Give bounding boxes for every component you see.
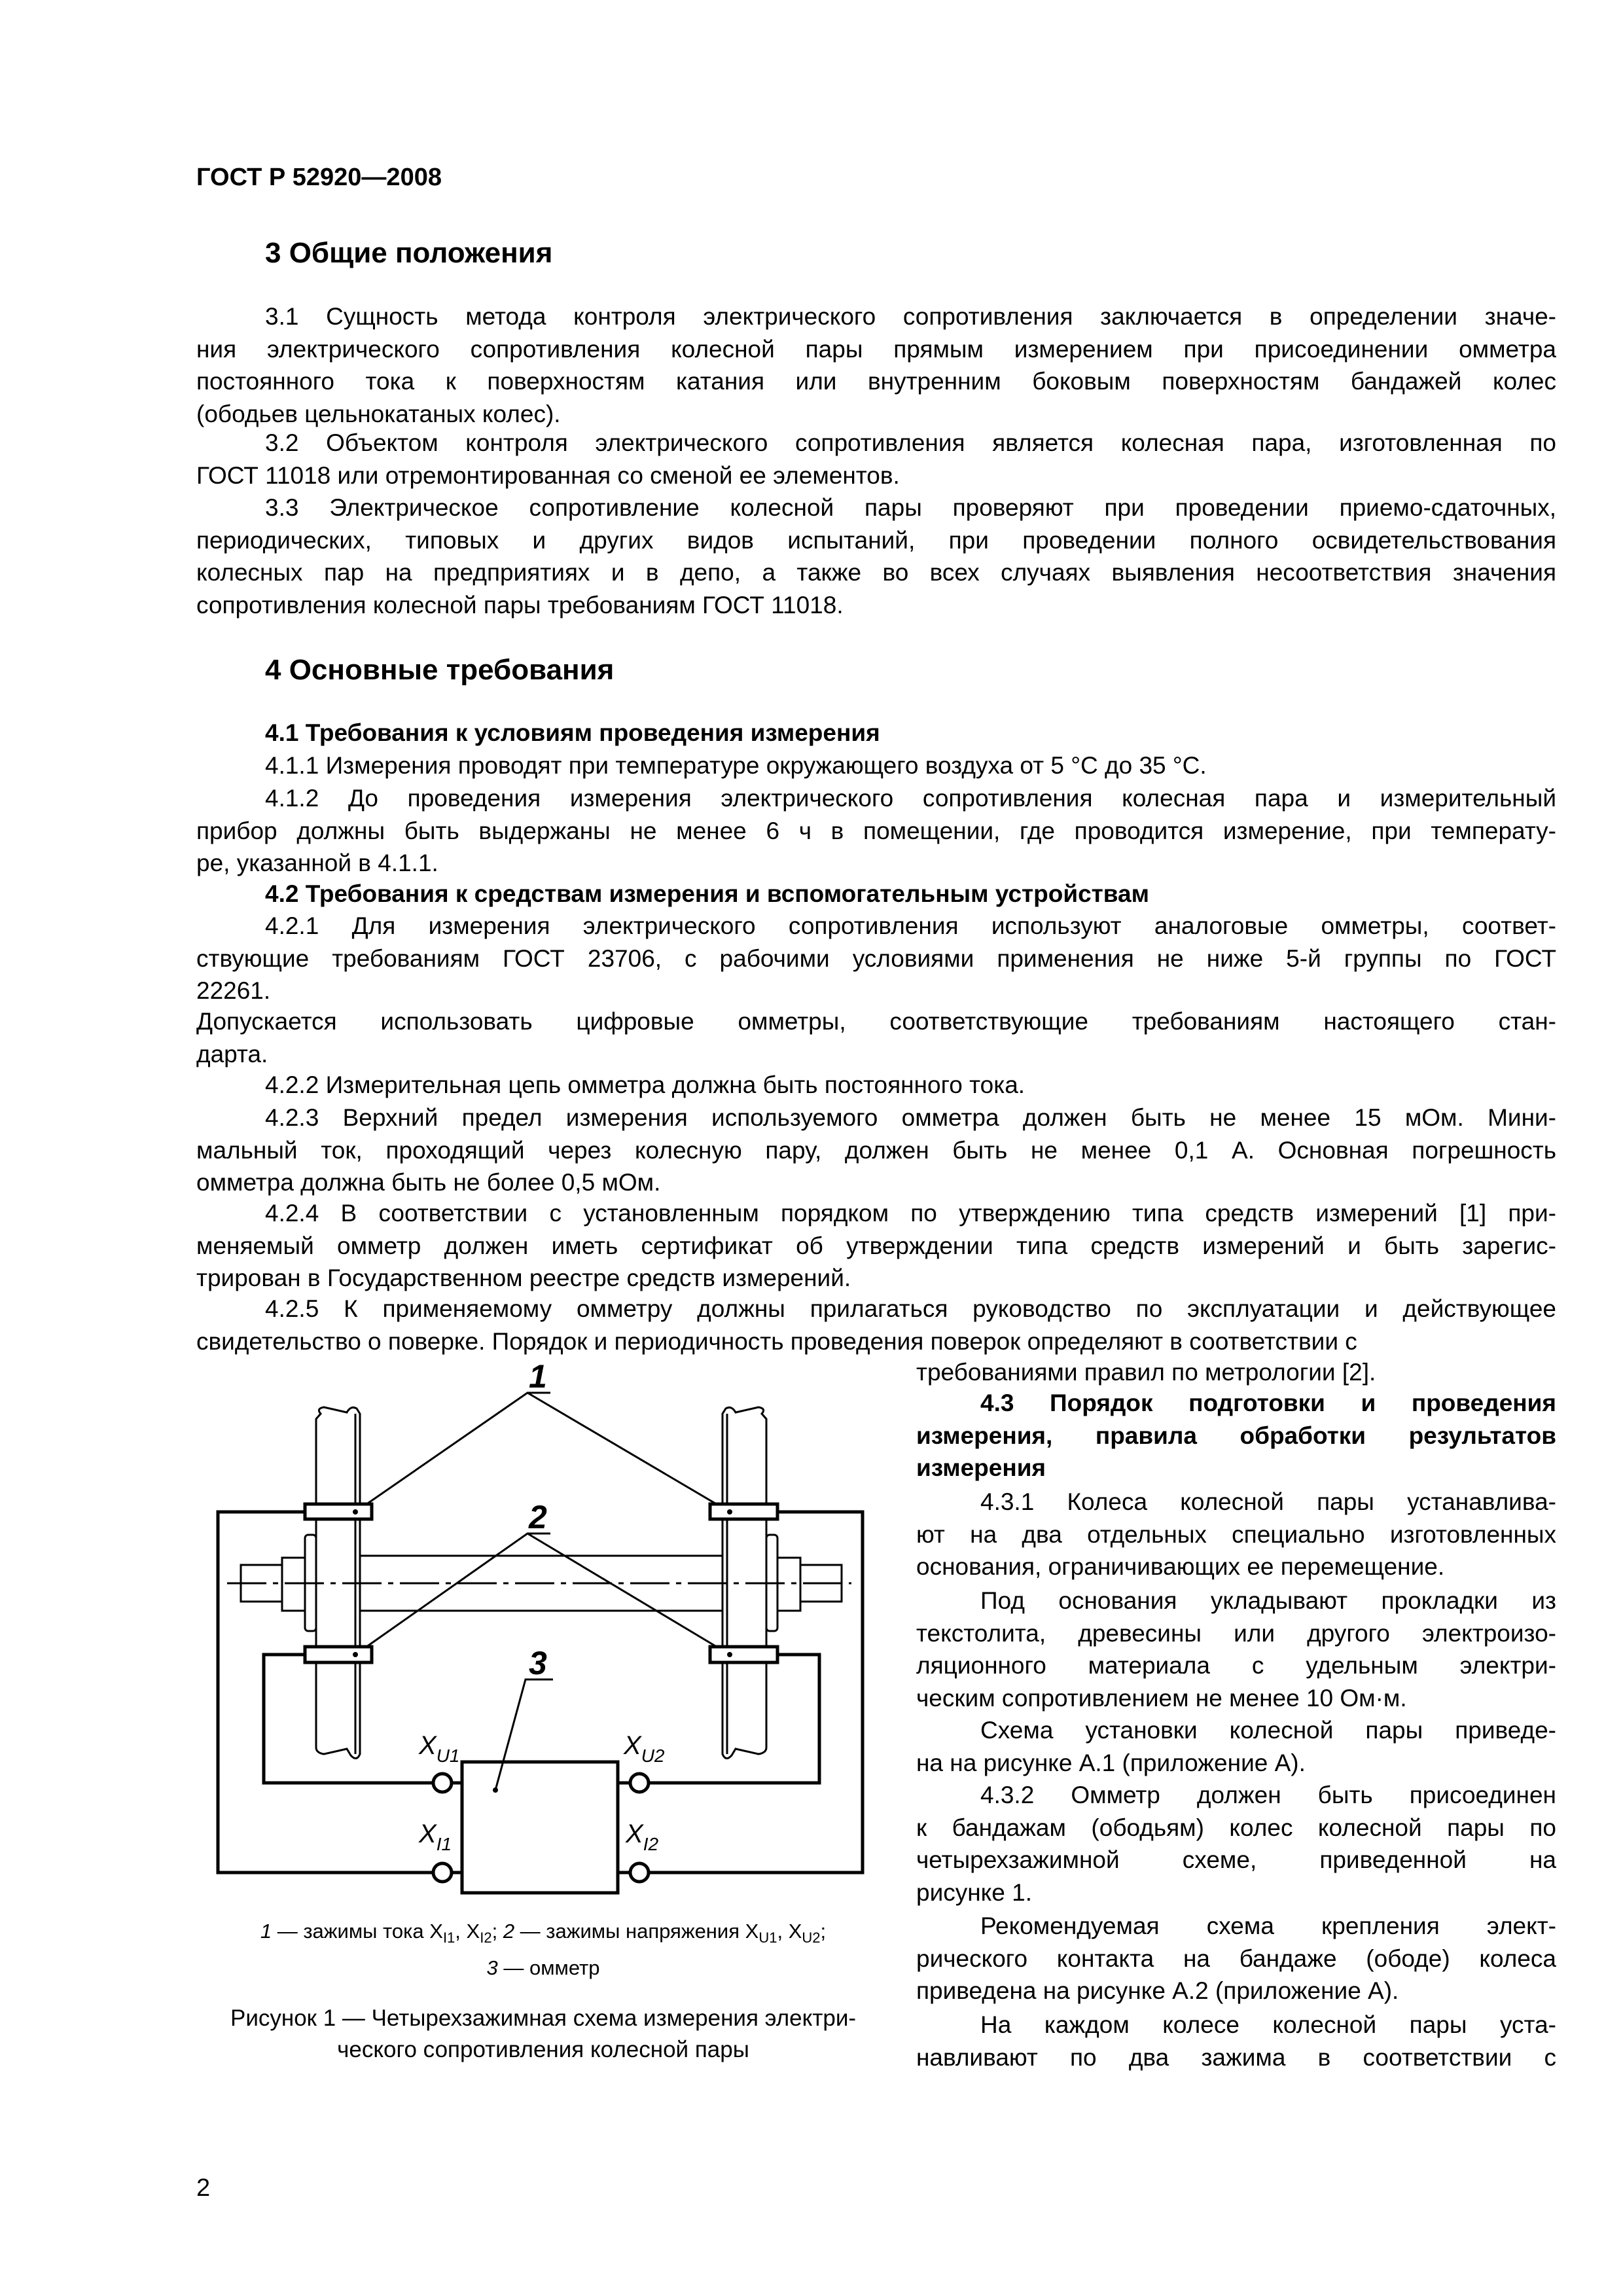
paragraph-line: навливают по два зажима в соответствии с — [916, 2043, 1556, 2071]
current-wire-right — [649, 1512, 863, 1873]
section-heading: 4 Основные требования — [265, 654, 615, 686]
clamp-current-left — [305, 1504, 372, 1519]
figure-caption-line-2: ческого сопротивления колесной пары — [337, 2037, 749, 2062]
paragraph-line: постоянного тока к поверхностям катания или внутренним боковым поверхностям бандажей колес — [196, 368, 1556, 395]
paragraph-line: периодических, типовых и других видов испытаний, при проведении полного освидетельствования — [196, 526, 1556, 554]
paragraph-line: 4.2.5 К применяемому омметру должны прилагаться руководство по эксплуатации и действующее — [265, 1295, 1556, 1322]
legend-x: X — [429, 1920, 443, 1943]
paragraph-line: 4.2.4 В соответствии с установленным порядком по утверждению типа средств измерений [1] при- — [265, 1200, 1556, 1227]
legend-sub: U2 — [802, 1929, 821, 1946]
section-heading: 3 Общие положения — [265, 237, 553, 269]
current-wire-left — [218, 1512, 433, 1873]
callout-1: 1 — [529, 1358, 547, 1395]
paragraph-line: ГОСТ 11018 или отремонтированная со сменой ее элементов. — [196, 461, 900, 489]
legend-x: X — [745, 1920, 759, 1943]
subsection-heading-line: 4.1 Требования к условиям проведения измерения — [265, 719, 880, 746]
document-header: ГОСТ Р 52920—2008 — [196, 164, 442, 191]
ohmmeter-box — [462, 1762, 618, 1893]
clamp-current-right — [710, 1504, 777, 1519]
paragraph-line: текстолита, древесины или другого электроизо- — [916, 1619, 1556, 1647]
paragraph-line: ческим сопротивлением не менее 10 Ом·м. — [916, 1684, 1407, 1712]
page-number: 2 — [196, 2174, 211, 2202]
legend-text: — омметр — [497, 1956, 600, 1980]
voltage-wire-left — [264, 1655, 433, 1783]
legend-x: X — [466, 1920, 480, 1943]
paragraph-line: прибор должны быть выдержаны не менее 6 ч в помещении, где проводится измерение, при температу- — [196, 817, 1556, 844]
paragraph-line: 4.2.3 Верхний предел измерения используемого омметра должен быть не менее 15 мОм. Мини- — [265, 1104, 1556, 1131]
clamp-voltage-right — [710, 1647, 777, 1662]
paragraph-line: 4.3.1 Колеса колесной пары устанавлива- — [980, 1488, 1556, 1515]
terminal-xi2 — [630, 1863, 649, 1882]
terminal-xu2 — [630, 1774, 649, 1792]
paragraph-line: Схема установки колесной пары приведе- — [980, 1717, 1556, 1744]
paragraph-line: к бандажам (ободьям) колес колесной пары по — [916, 1814, 1556, 1841]
paragraph-line: 4.1.1 Измерения проводят при температуре окружающего воздуха от 5 °С до 35 °С. — [265, 752, 1207, 779]
paragraph-line: на на рисунке А.1 (приложение А). — [916, 1749, 1306, 1776]
paragraph-line: мальный ток, проходящий через колесную пару, должен быть не менее 0,1 А. Основная погрешность — [196, 1136, 1556, 1164]
subsection-heading-line: 4.2 Требования к средствам измерения и вспомогательным устройствам — [265, 880, 1150, 907]
paragraph-line: ляционного материала с удельным электри- — [916, 1652, 1556, 1679]
paragraph-line: 3.1 Сущность метода контроля электрического сопротивления заключается в определении значе- — [265, 303, 1556, 330]
paragraph-line: Допускается использовать цифровые омметры, соответствующие требованиям настоящего стан- — [196, 1008, 1556, 1035]
subsection-heading-line: 4.3 Порядок подготовки и проведения — [980, 1390, 1556, 1416]
paragraph-line: ствующие требованиям ГОСТ 23706, с рабочими условиями применения не ниже 5-й группы по ГОСТ — [196, 944, 1556, 972]
label-xi1: $X_{I1}$ — [419, 1820, 452, 1854]
legend-sub: I1 — [442, 1929, 455, 1946]
paragraph-line: требованиями правил по метрологии [2]. — [916, 1359, 1376, 1386]
legend-num: 2 — [503, 1920, 515, 1943]
legend-num: 1 — [260, 1920, 272, 1943]
paragraph-line: ют на два отдельных специально изготовленных — [916, 1520, 1556, 1548]
figure-legend: 1 — зажимы тока $X_{I1}$, $X_{I2}$; 2 — зажимы напряжения $X_{U1}$, $X_{U2}$; 3 — омметр — [260, 1920, 827, 1980]
paragraph-line: 4.2.1 Для измерения электрического сопротивления используют аналоговые омметры, соответ- — [265, 912, 1556, 939]
paragraph-line: омметра должна быть не более 0,5 мОм. — [196, 1169, 661, 1196]
paragraph-line: 4.1.2 До проведения измерения электрического сопротивления колесная пара и измерительный — [265, 785, 1556, 812]
paragraph-line: 22261. — [196, 977, 271, 1004]
paragraph-line: четырехзажимной схеме, приведенной на — [916, 1846, 1556, 1873]
legend-x: X — [788, 1920, 802, 1943]
legend-sub: I2 — [480, 1929, 492, 1946]
paragraph-line: дарта. — [196, 1040, 268, 1067]
legend-text: — зажимы напряжения — [514, 1920, 745, 1943]
paragraph-line: 4.3.2 Омметр должен быть присоединен — [980, 1782, 1556, 1808]
paragraph-line: основания, ограничивающих ее перемещение. — [916, 1553, 1445, 1580]
legend-sub: U1 — [758, 1929, 777, 1946]
paragraph-line: 3.2 Объектом контроля электрического сопротивления является колесная пара, изготовленная по — [265, 429, 1556, 456]
voltage-wire-right — [649, 1655, 819, 1783]
paragraph-line: ре, указанной в 4.1.1. — [196, 850, 438, 876]
clamp-voltage-left — [305, 1647, 372, 1662]
paragraph-line: трирован в Государственном реестре средств измерений. — [196, 1265, 851, 1291]
paragraph-line: рисунке 1. — [916, 1878, 1032, 1906]
callout-3: 3 — [529, 1645, 547, 1681]
paragraph-line: сопротивления колесной пары требованиям ГОСТ 11018. — [196, 591, 844, 619]
paragraph-line: ния электрического сопротивления колесной пары прямым измерением при присоединении омметра — [196, 335, 1556, 363]
terminal-xi1 — [433, 1863, 452, 1882]
paragraph-line: рического контакта на бандаже (ободе) колеса — [916, 1945, 1556, 1972]
paragraph-line: колесных пар на предприятиях и в депо, а также во всех случаях выявления несоответствия значения — [196, 559, 1556, 586]
legend-text: — зажимы тока — [272, 1920, 430, 1943]
terminal-xu1 — [433, 1774, 452, 1792]
paragraph-line: приведена на рисунке А.2 (приложение А). — [916, 1977, 1399, 2004]
paragraph-line: меняемый омметр должен иметь сертификат об утверждении типа средств измерений и быть зарегис- — [196, 1232, 1556, 1259]
paragraph-line: На каждом колесе колесной пары уста- — [980, 2011, 1556, 2038]
callout-2: 2 — [529, 1499, 547, 1535]
paragraph-line: 3.3 Электрическое сопротивление колесной пары проверяют при проведении приемо-сдаточных, — [265, 494, 1556, 521]
paragraph-line: (ободьев цельнокатаных колес). — [196, 400, 561, 427]
label-xu2: $X_{U2}$ — [624, 1731, 665, 1766]
subsection-heading-line: измерения, правила обработки результатов — [916, 1422, 1556, 1449]
paragraph-line: Рекомендуемая схема крепления элект- — [980, 1912, 1556, 1939]
paragraph-line: Под основания укладывают прокладки из — [980, 1587, 1556, 1614]
label-xi2: $X_{I2}$ — [626, 1820, 659, 1854]
legend-num: 3 — [486, 1956, 498, 1980]
paragraph-line: свидетельство о поверке. Порядок и периодичность проведения поверок определяют в соответствии с — [196, 1327, 1357, 1355]
paragraph-line: 4.2.2 Измерительная цепь омметра должна быть постоянного тока. — [265, 1071, 1026, 1098]
label-xu1: $X_{U1}$ — [419, 1731, 460, 1766]
figure-caption-line-1: Рисунок 1 — Четырехзажимная схема измерения электри- — [230, 2005, 857, 2031]
subsection-heading-line: измерения — [916, 1454, 1046, 1481]
